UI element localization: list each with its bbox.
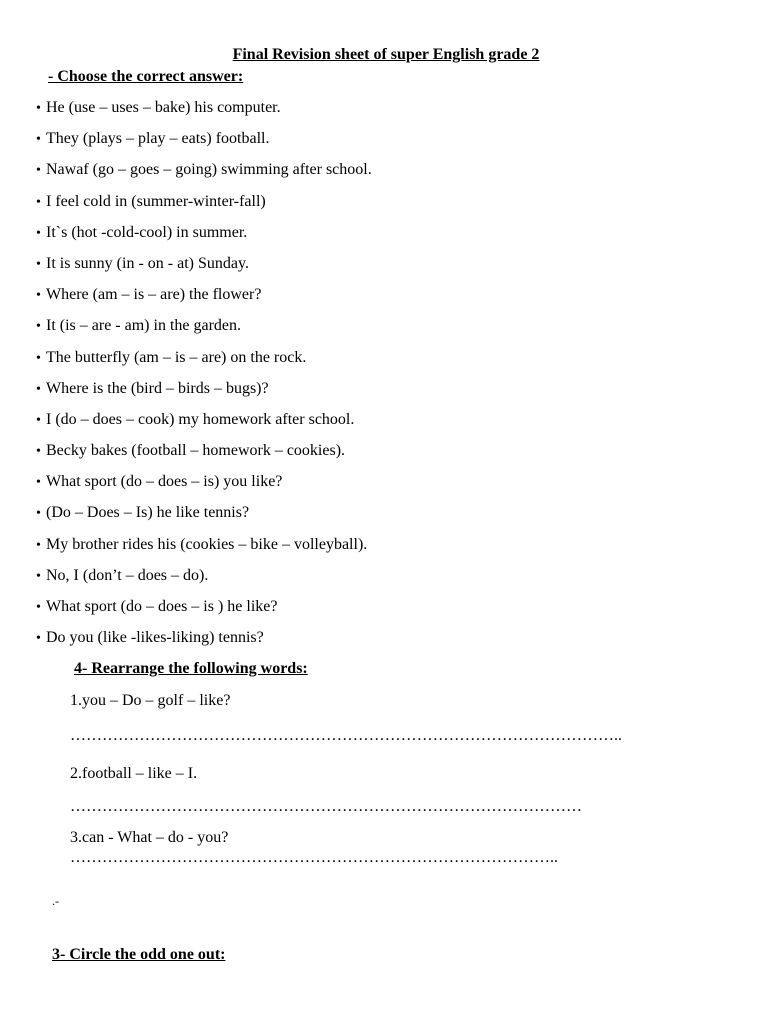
rearrange-question-1: 1.you – Do – golf – like?	[70, 692, 231, 709]
question-text: What sport (do – does – is ) he like?	[46, 598, 278, 615]
bullet-icon: •	[36, 225, 41, 241]
question-item	[36, 159, 372, 190]
answer-line-2: ……………………………………………………………………………………	[70, 798, 582, 815]
answer-line-1: …………………………………………………………………………………………..	[70, 727, 622, 744]
bullet-icon: •	[36, 600, 41, 615]
question-text: Becky bakes (football – homework – cookies).	[46, 442, 346, 460]
bullet-icon: •	[36, 319, 41, 335]
question-text: Nawaf (go – goes – going) swimming after school.	[46, 161, 372, 179]
question-text: They (plays – play – eats) football.	[46, 130, 270, 148]
question-text: No, I (don’t – does – do).	[46, 566, 209, 584]
bullet-icon: •	[36, 132, 41, 148]
bullet-icon: •	[36, 506, 41, 522]
bullet-icon: •	[36, 288, 41, 304]
bullet-icon: •	[36, 350, 41, 366]
bullet-icon: •	[36, 381, 41, 397]
bullet-icon: •	[36, 568, 41, 584]
question-item	[36, 502, 372, 533]
rearrange-question-3: 3.can - What – do - you?	[70, 829, 229, 846]
question-item	[36, 97, 372, 128]
question-text: It (is – are - am) in the garden.	[46, 317, 242, 335]
question-item	[36, 440, 372, 471]
bullet-icon: •	[36, 256, 41, 272]
bullet-icon: •	[36, 444, 41, 460]
stray-mark: .-	[52, 894, 59, 908]
bullet-icon: •	[36, 163, 41, 179]
question-item	[36, 284, 372, 315]
question-text: It`s (hot -cold-cool) in summer.	[46, 223, 248, 241]
question-text: I (do – does – cook) my homework after school.	[46, 410, 355, 428]
question-item	[36, 565, 372, 596]
question-text: Do you (like -likes-liking) tennis?	[46, 629, 264, 647]
question-item	[36, 191, 372, 222]
section-heading-odd-one-out: 3- Circle the odd one out:	[52, 946, 226, 963]
bullet-icon: •	[36, 412, 41, 428]
bullet-icon: •	[36, 475, 41, 491]
question-item	[36, 471, 372, 502]
question-item	[36, 315, 372, 346]
page-title: Final Revision sheet of super English grade 2	[232, 46, 540, 63]
question-item	[36, 627, 372, 658]
question-item	[36, 253, 372, 284]
question-text: It is sunny (in - on - at) Sunday.	[46, 254, 249, 272]
bullet-icon: •	[36, 194, 41, 210]
question-item	[36, 128, 372, 159]
question-item	[36, 378, 372, 409]
multiple-choice-list	[36, 97, 372, 658]
question-text: What sport (do – does – is) you like?	[46, 473, 283, 491]
question-text: My brother rides his (cookies – bike – volleyball).	[46, 535, 368, 553]
question-text: Where is the (bird – birds – bugs)?	[46, 379, 269, 397]
answer-line-3: ………………………………………………………………………………..	[70, 849, 558, 866]
question-item	[36, 409, 372, 440]
question-item	[36, 596, 372, 627]
section-heading-rearrange: 4- Rearrange the following words:	[74, 660, 308, 677]
rearrange-question-2: 2.football – like – I.	[70, 765, 198, 782]
question-text: (Do – Does – Is) he like tennis?	[46, 504, 250, 522]
question-text: He (use – uses – bake) his computer.	[46, 99, 281, 116]
question-text: I feel cold in (summer-winter-fall)	[46, 192, 266, 210]
bullet-icon: •	[36, 101, 41, 116]
question-text: Where (am – is – are) the flower?	[46, 286, 262, 304]
bullet-icon: •	[36, 537, 41, 553]
section-heading-choose-answer: - Choose the correct answer:	[48, 68, 244, 85]
question-text: The butterfly (am – is – are) on the rock.	[46, 348, 307, 366]
question-item	[36, 347, 372, 378]
question-item	[36, 534, 372, 565]
bullet-icon: •	[36, 631, 41, 647]
question-item	[36, 222, 372, 253]
